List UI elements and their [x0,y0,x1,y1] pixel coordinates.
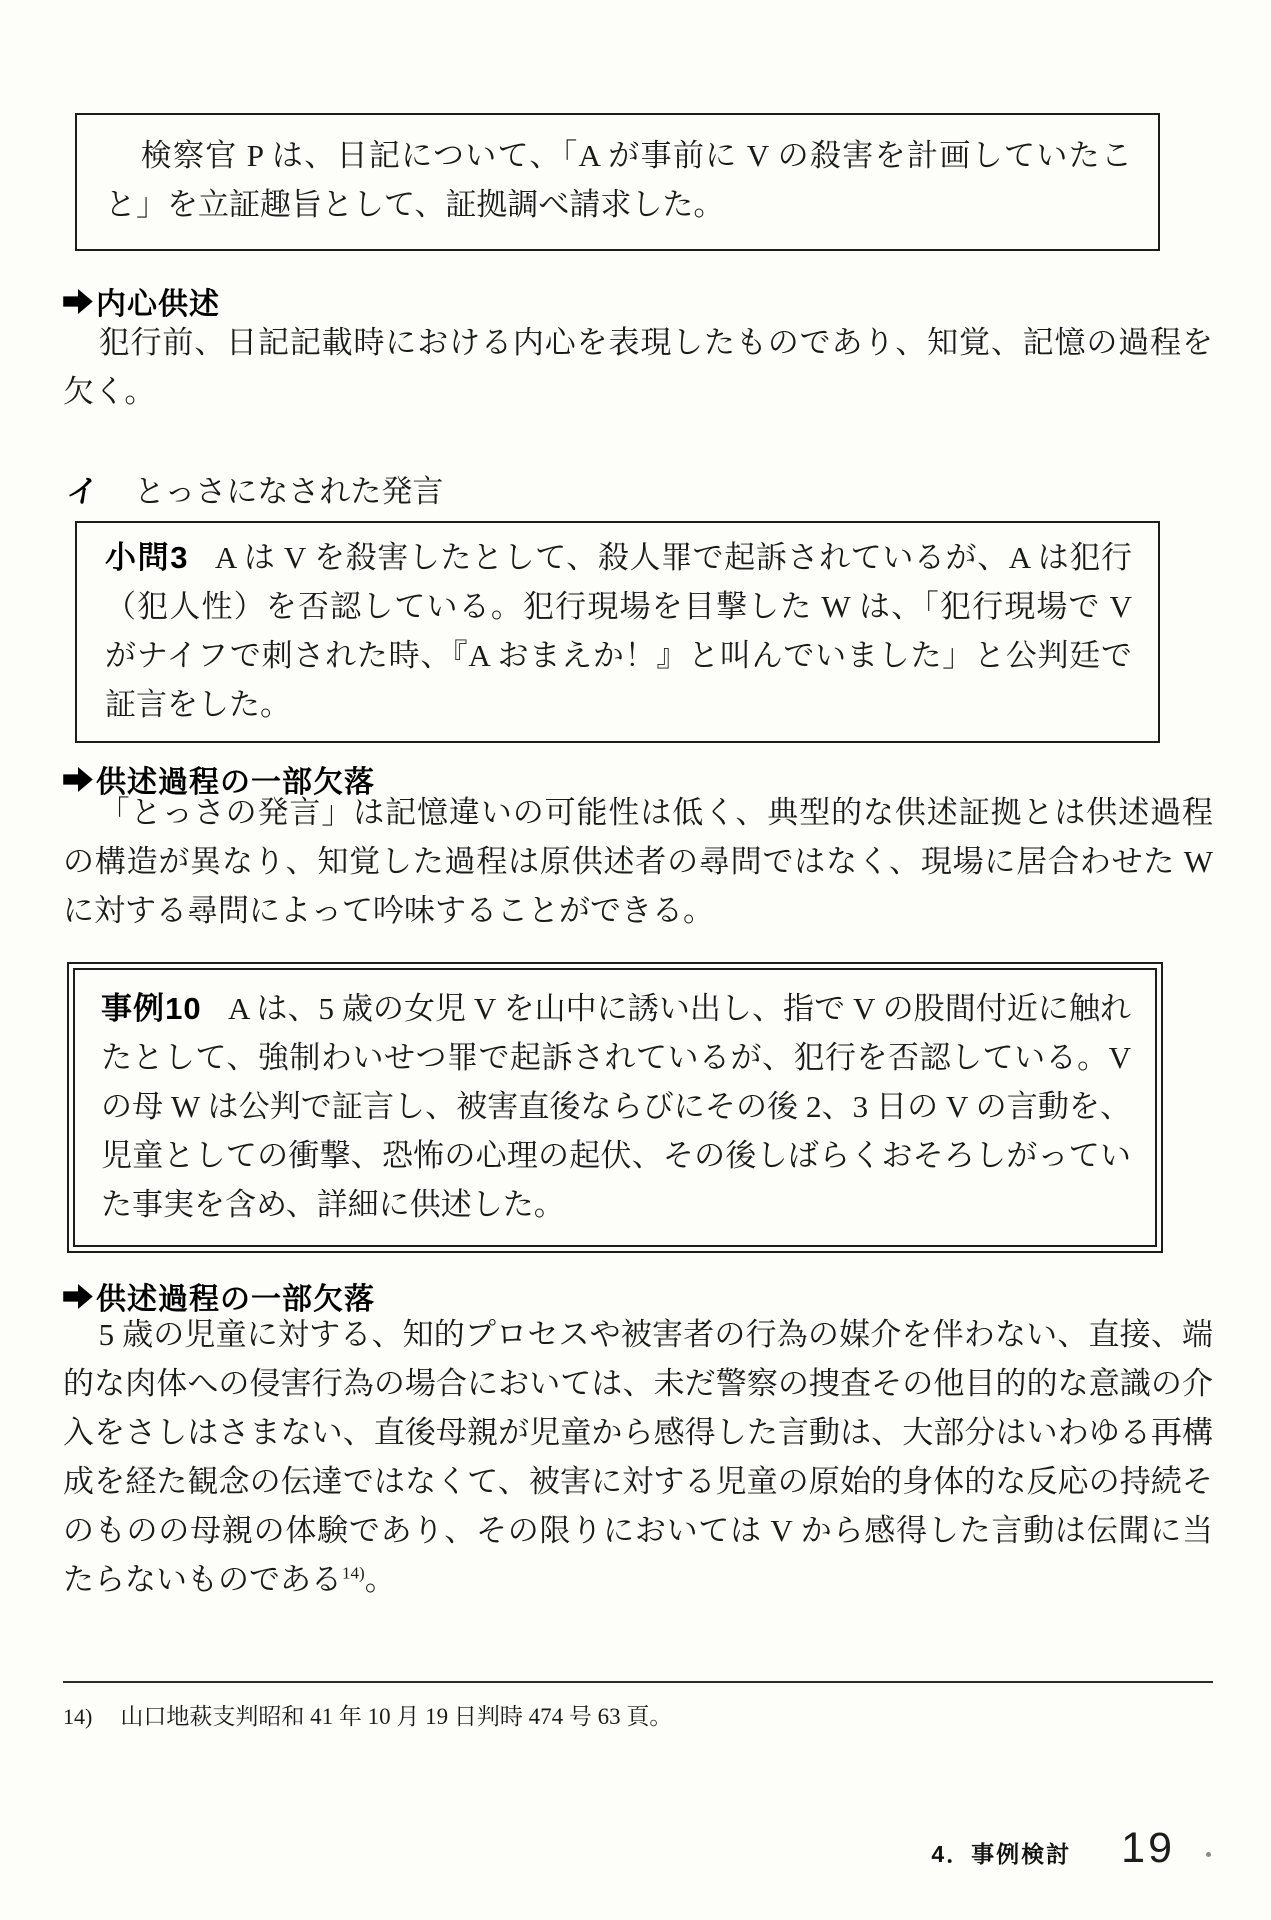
right-arrow-icon [63,1284,93,1309]
case-box-komon3-text: A は V を殺害したとして、殺人罪で起訴されているが、A は犯行（犯人性）を否認している。犯行現場を目撃した W は、「犯行現場で V がナイフで刺された時、『A おまえか！』と叫んでいました」と公判廷で証言をした。 [105,540,1132,722]
heading-naishin-kyojutsu [63,279,220,323]
paragraph-naishin: 犯行前、日記記載時における内心を表現したものであり、知覚、記憶の過程を欠く。 [63,325,1213,409]
case-box-jirei10 [67,962,1163,1253]
case-box-jirei10-paragraph [101,984,1131,1229]
heading-kyojutsu-katei-2-label: 供述過程の一部欠落 [96,1283,375,1316]
page-footer [931,1824,1175,1873]
footnote-14-text: 山口地萩支判昭和 41 年 10 月 19 日判時 474 号 63 頁。 [120,1704,673,1729]
sub-item-i-marker: イ [64,474,101,509]
page-number: 19 [1121,1824,1175,1872]
case-box-jirei10-label: 事例10 [101,991,202,1026]
case-box-komon3 [75,521,1160,743]
sub-item-i-title: とっさになされた発言 [134,474,444,509]
case-box-jirei10-text: A は、5 歳の女児 V を山中に誘い出し、指で V の股間付近に触れたとして、強制わいせつ罪で起訴されているが、犯行を否認している。V の母 W は公判で証言し、被害直後ならびにその後 2、3 日の V の言動を、児童としての衝撃、恐怖の心理の起伏、その後しばらくおそろしがっていた事実を含め、詳細に供述した。 [101,991,1131,1222]
heading-kyojutsu-katei-1-label: 供述過程の一部欠落 [96,766,375,799]
footnote-reference-14: 14) [342,1563,365,1583]
page-content [63,0,1213,1920]
paragraph-kyojutsu-1: 「とっさの発言」は記憶違いの可能性は低く、典型的な供述証拠とは供述過程の構造が異なり、知覚した過程は原供述者の尋問ではなく、現場に居合わせた W に対する尋問によって吟味することができる。 [63,795,1213,928]
case-box-jirei10-inner [73,968,1157,1247]
sub-item-i [64,466,444,511]
paragraph-kyojutsu-2-period: 。 [364,1562,396,1597]
stray-print-dot [1206,1852,1211,1857]
right-arrow-icon [63,289,93,314]
footer-section-title: 4．事例検討 [931,1841,1072,1867]
case-box-komon3-paragraph [105,533,1132,729]
case-box-diary-text: 検察官 P は、日記について、「A が事前に V の殺害を計画していたこと」を立証趣旨として、証拠調べ請求した。 [105,138,1132,222]
paragraph-kyojutsu-2 [63,1310,1213,1604]
footnote-14 [63,1700,672,1734]
heading-naishin-kyojutsu-label: 内心供述 [96,288,220,321]
case-box-komon3-label: 小問3 [105,540,189,575]
footnote-divider [63,1681,1213,1683]
case-box-diary [75,113,1160,251]
paragraph-kyojutsu-2-text: 5 歳の児童に対する、知的プロセスや被害者の行為の媒介を伴わない、直接、端的な肉体への侵害行為の場合においては、未だ警察の捜査その他目的的な意識の介入をさしはさまない、直後母親が児童から感得した言動は、大部分はいわゆる再構成を経た観念の伝達ではなくて、被害に対する児童の原始的身体的な反応の持続そのものの母親の体験であり、その限りにおいては V から感得した言動は伝聞に当たらないものである [63,1317,1213,1597]
footnote-14-marker: 14) [63,1704,93,1729]
